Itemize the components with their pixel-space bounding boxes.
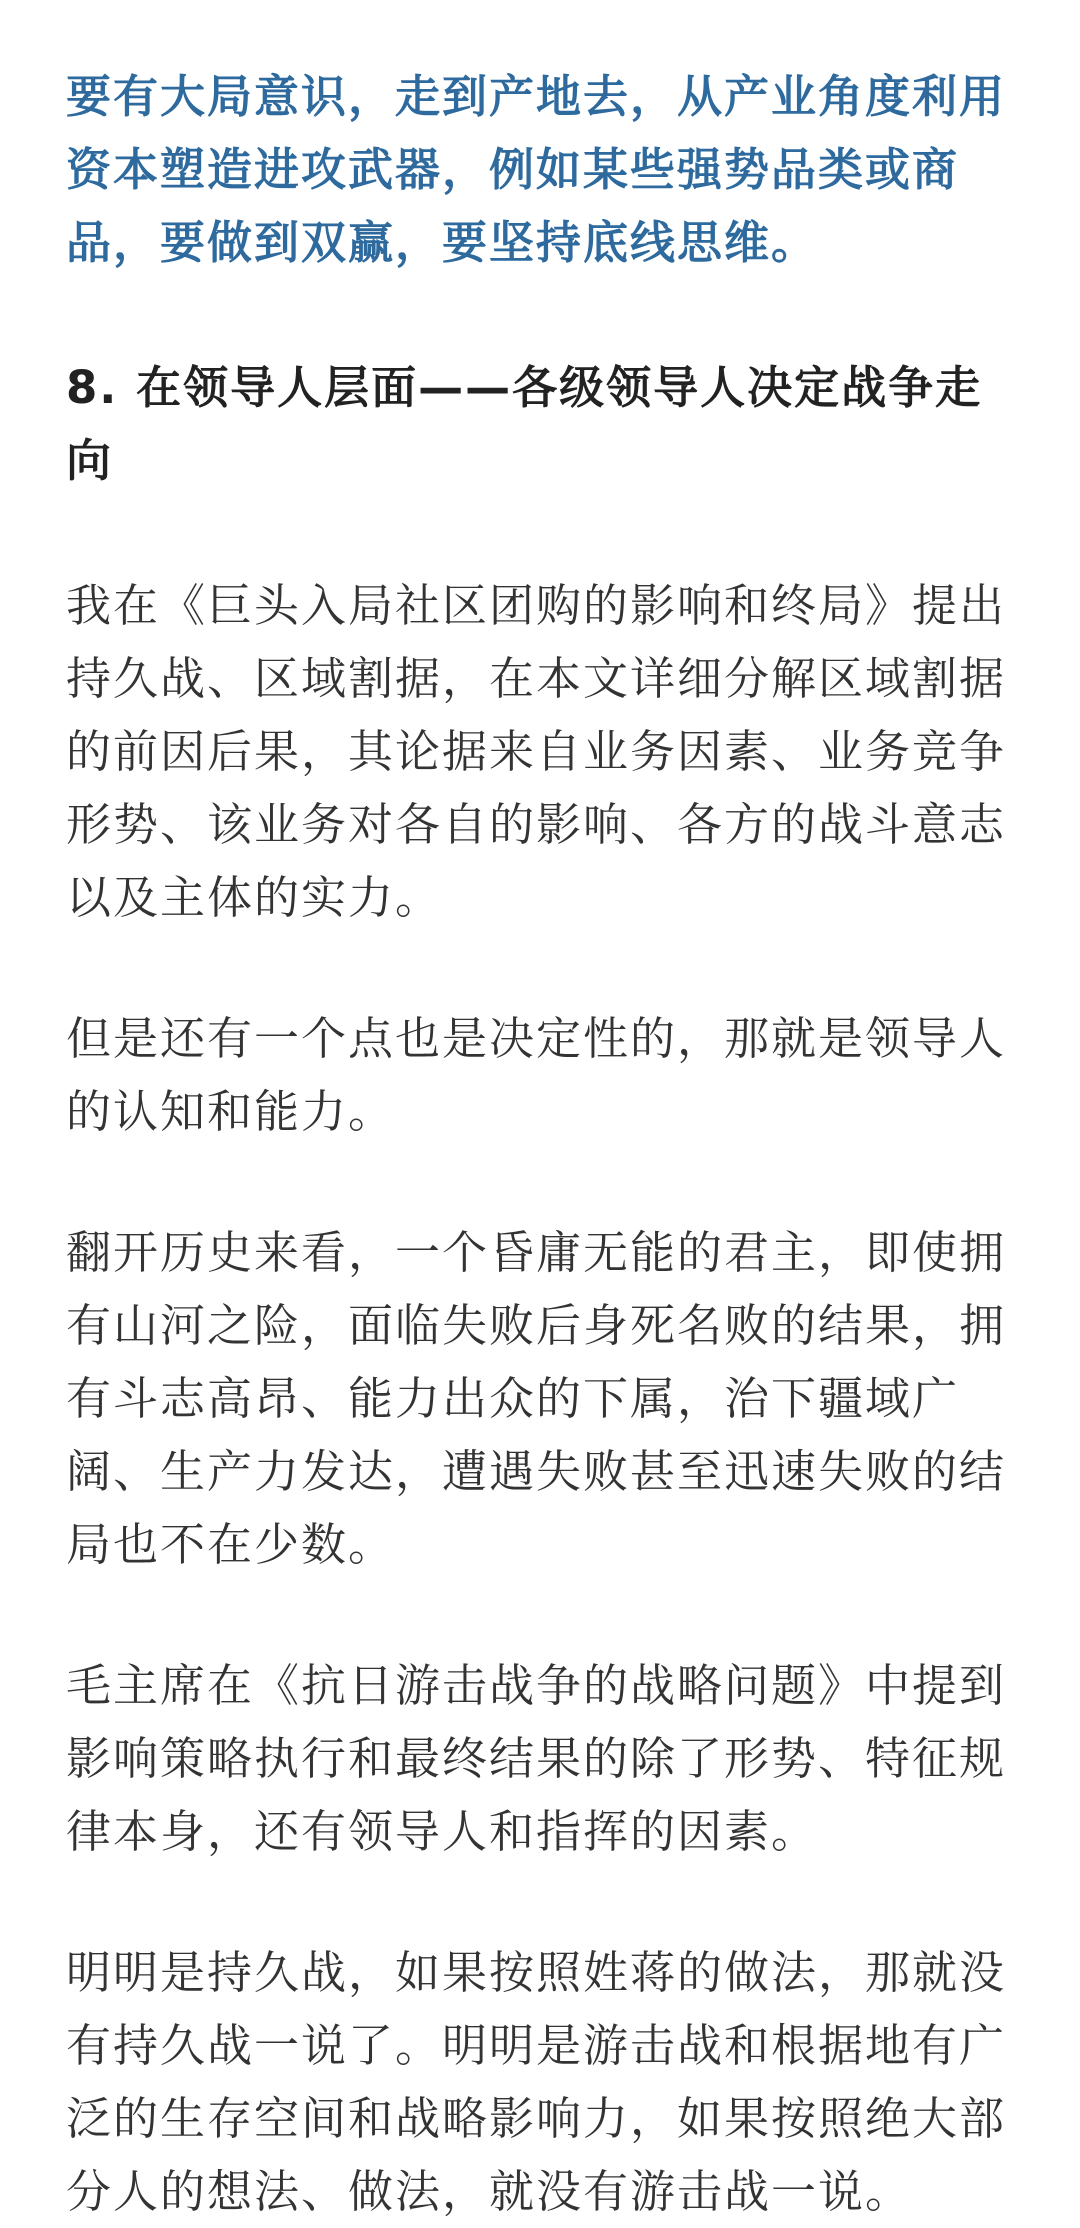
paragraph-1: 我在《巨头入局社区团购的影响和终局》提出持久战、区域割据，在本文详细分解区域割据的前因后果，其论据来自业务因素、业务竞争形势、该业务对各自的影响、各方的战斗意志以及主体的实力。	[66, 579, 1007, 924]
paragraph-5: 明明是持久战，如果按照姓蒋的做法，那就没有持久战一说了。明明是游击战和根据地有广泛的生存空间和战略影响力，如果按照绝大部分人的想法、做法，就没有游击战一说。	[66, 1946, 1007, 2218]
article-body	[66, 60, 1016, 2228]
intro-highlight-paragraph: 要有大局意识，走到产地去，从产业角度利用资本塑造进攻武器，例如某些强势品类或商品，要做到双赢，要坚持底线思维。	[66, 70, 1007, 269]
paragraph-3: 翻开历史来看，一个昏庸无能的君主，即使拥有山河之险，面临失败后身死名败的结果，拥有斗志高昂、能力出众的下属，治下疆域广阔、生产力发达，遭遇失败甚至迅速失败的结局也不在少数。	[66, 1226, 1007, 1571]
section-heading: 8. 在领导人层面——各级领导人决定战争走向	[66, 361, 983, 487]
paragraph-2: 但是还有一个点也是决定性的，那就是领导人的认知和能力。	[66, 1012, 1007, 1138]
paragraph-4: 毛主席在《抗日游击战争的战略问题》中提到影响策略执行和最终结果的除了形势、特征规律本身，还有领导人和指挥的因素。	[66, 1659, 1007, 1858]
